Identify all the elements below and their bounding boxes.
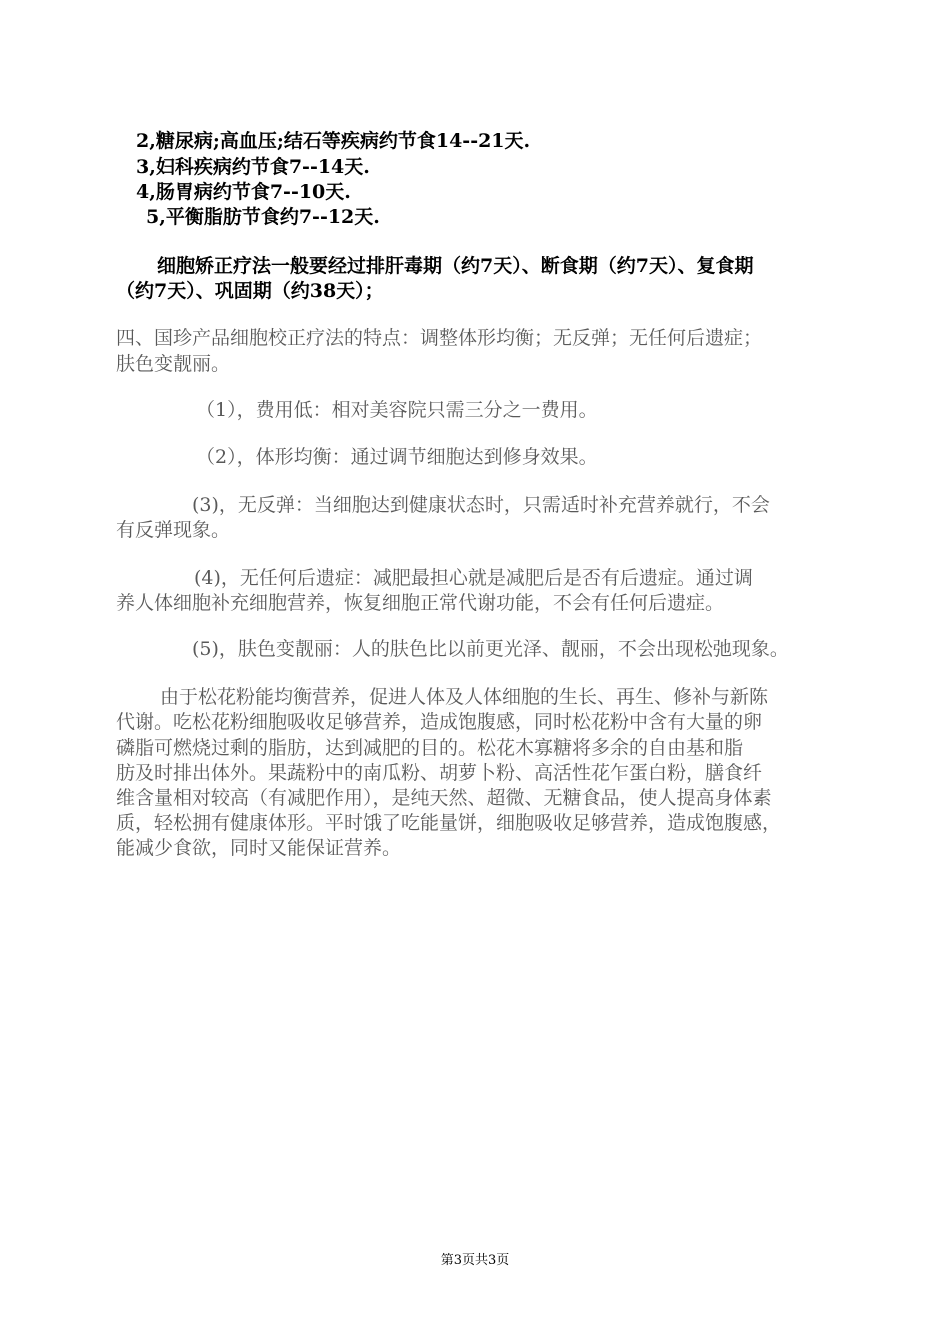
- feature-1-low-cost: （1），费用低：相对美容院只需三分之一费用。: [196, 399, 598, 421]
- closing-paragraph-line-4: 肪及时排出体外。果蔬粉中的南瓜粉、胡萝卜粉、高活性花乍蛋白粉，膳食纤: [116, 762, 763, 784]
- section-heading-line-2: 肤色变靓丽。: [116, 353, 231, 375]
- feature-4-no-side-effects-line-1: (4)，无任何后遗症：减肥最担心就是减肥后是否有后遗症。通过调: [194, 567, 753, 589]
- feature-5-skin-beauty: (5)，肤色变靓丽：人的肤色比以前更光泽、靓丽，不会出现松弛现象。: [192, 638, 789, 660]
- page-footer: 第3页共3页: [440, 1253, 510, 1268]
- list-item-2: 2,糖尿病;高血压;结石等疾病约节食14--21天.: [136, 130, 531, 152]
- feature-3-no-rebound-line-2: 有反弹现象。: [116, 519, 231, 541]
- closing-paragraph-line-1: 由于松花粉能均衡营养，促进人体及人体细胞的生长、再生、修补与新陈: [160, 686, 769, 708]
- feature-2-body-balance: （2），体形均衡：通过调节细胞达到修身效果。: [196, 446, 598, 468]
- closing-paragraph-line-2: 代谢。吃松花粉细胞吸收足够营养，造成饱腹感，同时松花粉中含有大量的卵: [116, 711, 763, 733]
- closing-paragraph-line-3: 磷脂可燃烧过剩的脂肪，达到减肥的目的。松花木寡糖将多余的自由基和脂: [116, 737, 744, 759]
- list-item-4: 4,肠胃病约节食7--10天.: [136, 181, 351, 203]
- feature-4-no-side-effects-line-2: 养人体细胞补充细胞营养，恢复细胞正常代谢功能，不会有任何后遗症。: [116, 592, 725, 614]
- phases-paragraph-line-2: （约7天）、巩固期（约38天）；: [116, 280, 384, 302]
- feature-3-no-rebound-line-1: (3)，无反弹：当细胞达到健康状态时，只需适时补充营养就行，不会: [192, 494, 770, 516]
- phases-paragraph-line-1: 细胞矫正疗法一般要经过排肝毒期（约7天）、断食期（约7天）、复食期: [157, 255, 754, 277]
- closing-paragraph-line-5: 维含量相对较高（有减肥作用），是纯天然、超微、无糖食品，使人提高身体素: [116, 787, 772, 809]
- list-item-5: 5,平衡脂肪节食约7--12天.: [146, 206, 380, 228]
- section-heading-line-1: 四、国珍产品细胞校正疗法的特点：调整体形均衡；无反弹；无任何后遗症；: [116, 327, 763, 349]
- closing-paragraph-line-7: 能减少食欲，同时又能保证营养。: [116, 837, 402, 859]
- list-item-3: 3,妇科疾病约节食7--14天.: [136, 156, 370, 178]
- closing-paragraph-line-6: 质，轻松拥有健康体形。平时饿了吃能量饼，细胞吸收足够营养，造成饱腹感，: [116, 812, 782, 834]
